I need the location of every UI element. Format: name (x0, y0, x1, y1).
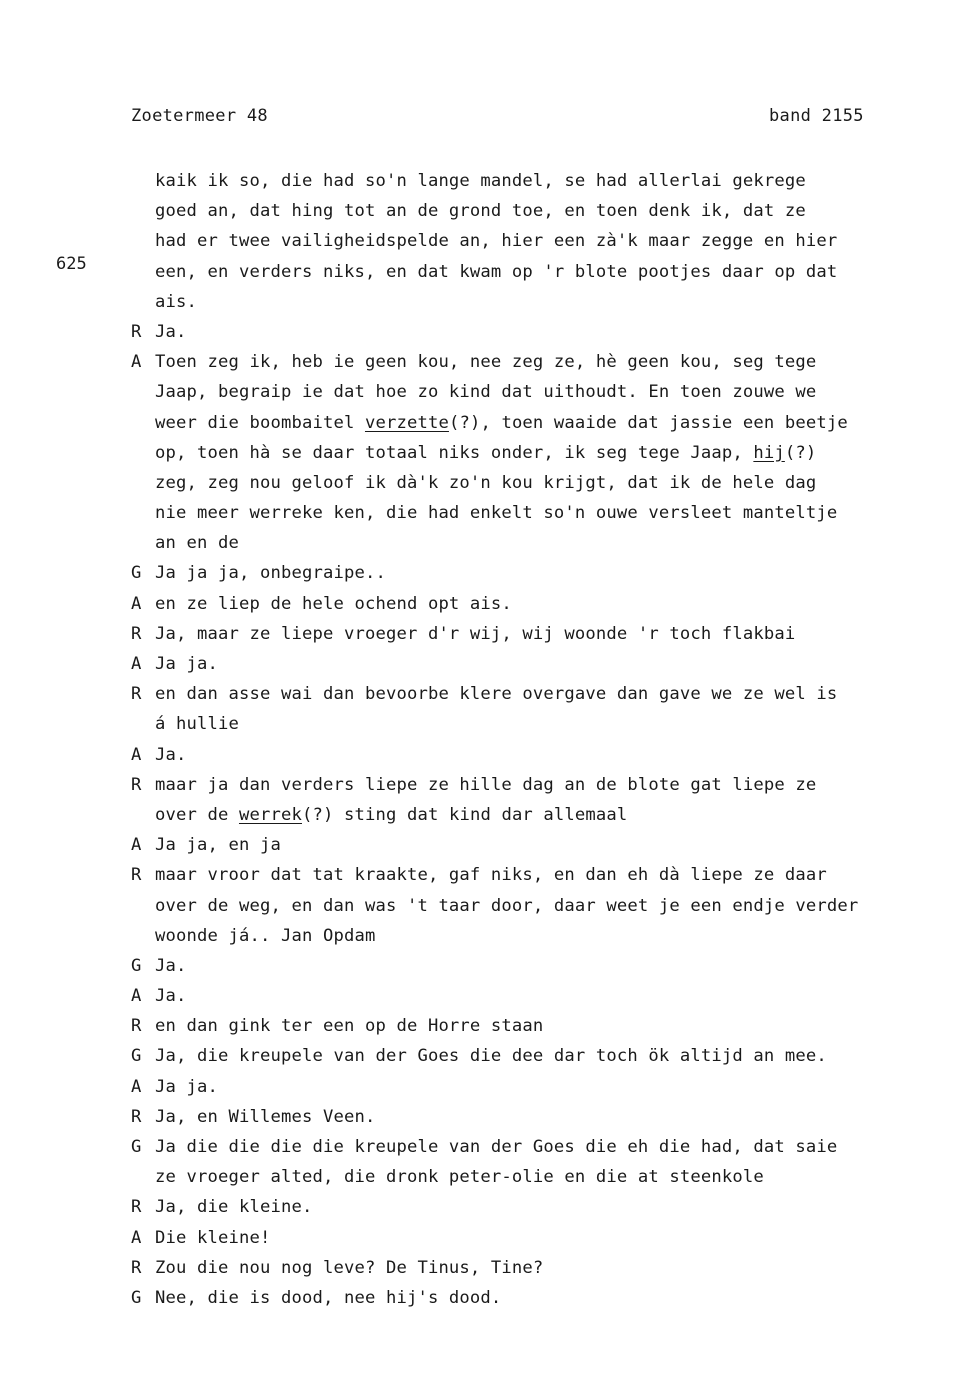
text-segment: (?) (784, 442, 817, 463)
line-text (155, 226, 837, 256)
line-text (155, 528, 239, 558)
transcript-line (131, 921, 977, 951)
speaker-label: R (131, 774, 142, 795)
transcript-line (131, 317, 977, 347)
transcript-line (131, 438, 977, 468)
text-segment: kaik ik so, die had so'n lange mandel, se had allerlai gekrege (155, 171, 806, 191)
transcript-line (131, 1223, 977, 1253)
text-segment: en dan gink ter een op de Horre staan (155, 1016, 544, 1037)
line-text (155, 1102, 375, 1132)
line-text (155, 1011, 543, 1041)
line-text (155, 1132, 837, 1162)
text-segment: (?), toen waaide dat jassie een beetje (448, 412, 848, 433)
line-text (155, 257, 837, 287)
text-segment: Nee, die is dood, nee hij's dood. (155, 1287, 502, 1308)
transcript-line (131, 166, 977, 196)
line-text (155, 1072, 218, 1102)
line-text (155, 317, 187, 347)
text-segment: Ja die die die die kreupele van der Goes die eh die had, dat saie (155, 1137, 838, 1157)
transcript-line (131, 528, 977, 558)
line-text (155, 498, 837, 528)
text-segment: Ja ja ja, onbegraipe.. (155, 563, 386, 584)
speaker-label: G (131, 1046, 142, 1067)
line-text (155, 770, 816, 800)
speaker-label: A (131, 593, 142, 614)
speaker-label: R (131, 1106, 142, 1127)
text-segment: een, en verders niks, en dat kwam op 'r blote pootjes daar op dat (155, 261, 838, 282)
transcript-line (131, 830, 977, 860)
speaker-label: A (131, 1227, 142, 1248)
transcript-line (131, 619, 977, 649)
line-text (155, 860, 827, 890)
speaker-label: G (131, 1287, 142, 1308)
underlined-word: verzette (364, 412, 449, 433)
transcript-line (131, 951, 977, 981)
text-segment: Toen zeg ik, heb ie geen kou, nee zeg ze, hè geen kou, seg tege (155, 352, 817, 373)
line-text (155, 1223, 270, 1253)
speaker-label: R (131, 1197, 142, 1218)
text-segment: (?) sting dat kind dar allemaal (301, 804, 628, 825)
line-text (155, 166, 806, 196)
line-text (155, 921, 375, 951)
text-segment: maar ja dan verders liepe ze hille dag an de blote gat liepe ze (155, 774, 817, 795)
line-text (155, 891, 858, 921)
text-segment: Jaap, begraip ie dat hoe zo kind dat uithoudt. En toen zouwe we (155, 382, 817, 403)
text-segment: over de weg, en dan was 't taar door, daar weet je een endje verder (155, 895, 859, 916)
line-text (155, 558, 386, 588)
transcript-line (131, 408, 977, 438)
line-text (155, 830, 281, 860)
transcript-line (131, 1041, 977, 1071)
text-segment: á hullie (155, 714, 239, 735)
transcript-line (131, 649, 977, 679)
transcript-line (131, 1283, 977, 1313)
text-segment: over de (155, 804, 239, 825)
speaker-label: A (131, 1076, 142, 1097)
line-text (155, 347, 816, 377)
line-text (155, 438, 816, 468)
transcript-line (131, 1072, 977, 1102)
speaker-label: R (131, 1257, 142, 1278)
transcript-line (131, 770, 977, 800)
transcript-line (131, 740, 977, 770)
header-tape-number: band 2155 (769, 106, 864, 126)
line-text (155, 951, 187, 981)
speaker-label: G (131, 1137, 142, 1157)
line-text (155, 800, 627, 830)
line-text (155, 589, 512, 619)
line-text (155, 1192, 312, 1222)
transcript-line (131, 800, 977, 830)
line-text (155, 287, 197, 317)
line-text (155, 1162, 764, 1192)
transcript-line (131, 1132, 977, 1162)
transcript-body (131, 166, 977, 1313)
line-text (155, 196, 806, 226)
margin-counter-number: 625 (56, 254, 87, 274)
transcript-line (131, 860, 977, 890)
transcript-line (131, 196, 977, 226)
text-segment: Die kleine! (155, 1227, 271, 1248)
line-text (155, 709, 239, 739)
text-segment: Ja, maar ze liepe vroeger d'r wij, wij woonde 'r toch flakbai (155, 623, 796, 644)
text-segment: nie meer werreke ken, die had enkelt so'n ouwe versleet manteltje (155, 503, 838, 524)
underlined-word: hij (753, 442, 785, 463)
speaker-label: A (131, 352, 142, 373)
speaker-label: R (131, 684, 142, 705)
text-segment: Ja. (155, 744, 187, 765)
line-text (155, 468, 816, 498)
transcript-line (131, 679, 977, 709)
text-segment: Ja, die kleine. (155, 1197, 313, 1218)
transcript-line (131, 287, 977, 317)
line-text (155, 1041, 827, 1071)
underlined-word: werrek (238, 804, 302, 825)
line-text (155, 1253, 543, 1283)
speaker-label: A (131, 986, 142, 1007)
transcript-line (131, 498, 977, 528)
text-segment: Zou die nou nog leve? De Tinus, Tine? (155, 1257, 544, 1278)
line-text (155, 981, 187, 1011)
text-segment: maar vroor dat tat kraakte, gaf niks, en dan eh dà liepe ze daar (155, 865, 827, 886)
text-segment: ze vroeger alted, die dronk peter-olie en die at steenkole (155, 1167, 764, 1188)
speaker-label: G (131, 955, 142, 976)
transcript-line (131, 891, 977, 921)
text-segment: Ja ja. (155, 1076, 218, 1097)
transcript-line (131, 558, 977, 588)
text-segment: en dan asse wai dan bevoorbe klere overgave dan gave we ze wel is (155, 684, 838, 705)
text-segment: Ja, en Willemes Veen. (155, 1106, 376, 1127)
line-text (155, 649, 218, 679)
transcript-line (131, 1102, 977, 1132)
text-segment: Ja. (155, 986, 187, 1007)
transcript-line (131, 589, 977, 619)
line-text (155, 679, 837, 709)
text-segment: weer die boombaitel (155, 412, 365, 433)
text-segment: zeg, zeg nou geloof ik dà'k zo'n kou krijgt, dat ik de hele dag (155, 472, 817, 493)
speaker-label: R (131, 1016, 142, 1037)
transcript-line (131, 1162, 977, 1192)
transcript-line (131, 226, 977, 256)
speaker-label: A (131, 835, 142, 856)
line-text (155, 408, 848, 438)
line-text (155, 740, 187, 770)
transcript-line (131, 257, 977, 287)
transcript-line (131, 1253, 977, 1283)
speaker-label: R (131, 321, 142, 342)
text-segment: en ze liep de hele ochend opt ais. (155, 593, 512, 614)
text-segment: woonde já.. Jan Opdam (155, 925, 376, 946)
transcript-line (131, 981, 977, 1011)
transcript-line (131, 347, 977, 377)
speaker-label: A (131, 744, 142, 765)
text-segment: Ja. (155, 321, 187, 342)
transcript-line (131, 1192, 977, 1222)
text-segment: Ja, die kreupele van der Goes die dee dar toch ök altijd an mee. (155, 1046, 827, 1067)
header-location: Zoetermeer 48 (131, 106, 268, 126)
transcript-line (131, 1011, 977, 1041)
text-segment: op, toen hà se daar totaal niks onder, ik seg tege Jaap, (155, 442, 754, 463)
speaker-label: R (131, 623, 142, 644)
text-segment: Ja ja. (155, 654, 218, 674)
speaker-label: R (131, 865, 142, 886)
text-segment: goed an, dat hing tot an de grond toe, en toen denk ik, dat ze (155, 201, 806, 222)
text-segment: Ja. (155, 955, 187, 976)
text-segment: had er twee vailigheidspelde an, hier een zà'k maar zegge en hier (155, 231, 838, 252)
line-text (155, 619, 795, 649)
line-text (155, 1283, 501, 1313)
text-segment: an en de (155, 533, 239, 554)
line-text (155, 377, 816, 407)
transcript-line (131, 709, 977, 739)
transcript-line (131, 377, 977, 407)
text-segment: Ja ja, en ja (155, 835, 281, 856)
transcript-line (131, 468, 977, 498)
text-segment: ais. (155, 291, 197, 312)
speaker-label: G (131, 563, 142, 584)
speaker-label: A (131, 654, 142, 674)
